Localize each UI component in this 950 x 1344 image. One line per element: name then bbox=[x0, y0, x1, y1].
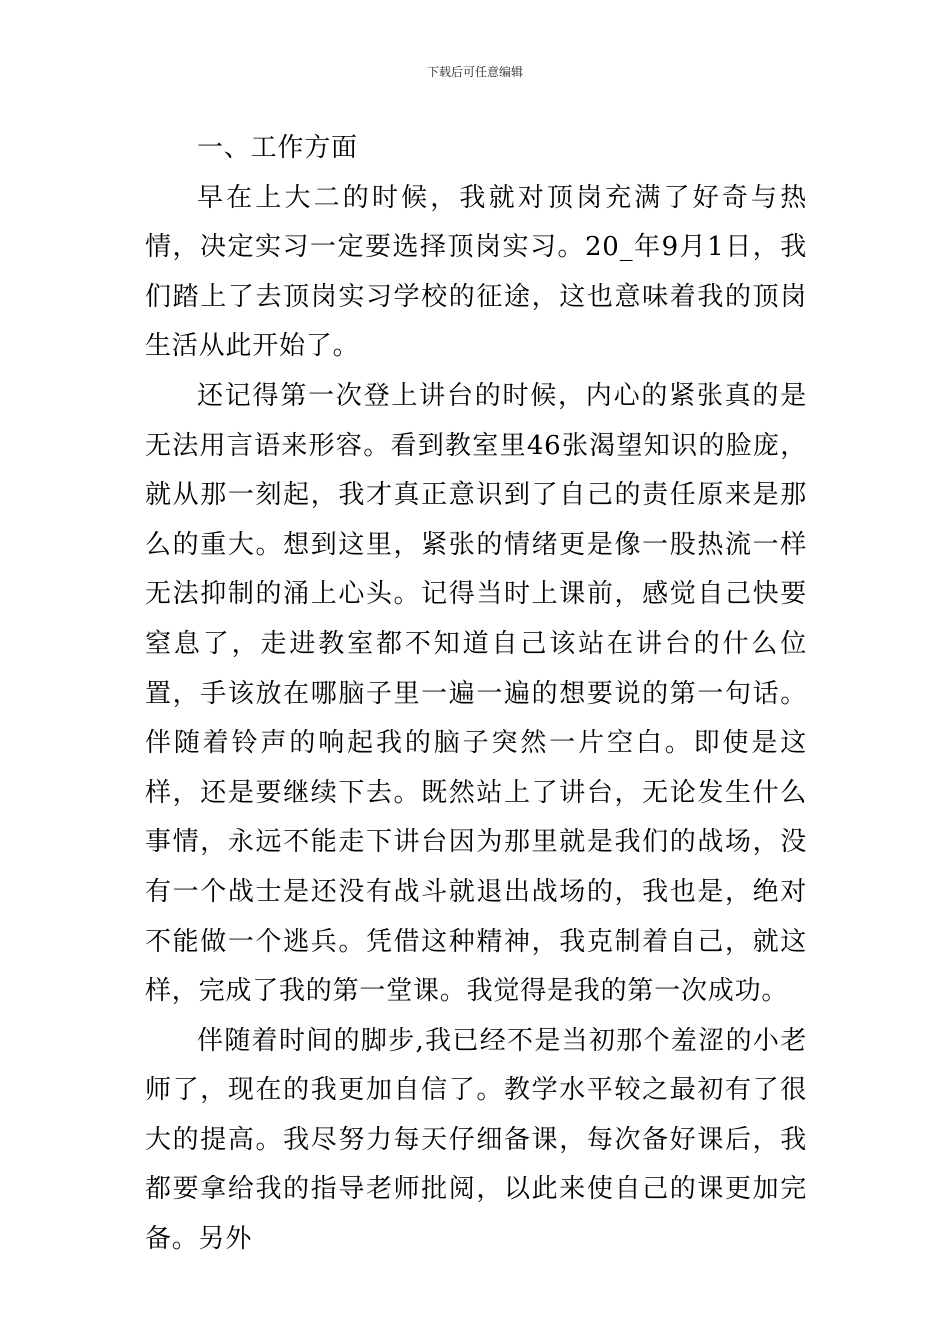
paragraph-2: 还记得第一次登上讲台的时候，内心的紧张真的是无法用言语来形容。看到教室里46张渴望知识的脸庞，就从那一刻起，我才真正意识到了自己的责任原来是那么的重大。想到这里，紧张的情绪更是像一股热流一样无法抑制的涌上心头。记得当时上课前，感觉自己快要窒息了，走进教室都不知道自己该站在讲台的什么位置，手该放在哪脑子里一遍一遍的想要说的第一句话。伴随着铃声的响起我的脑子突然一片空白。即使是这样，还是要继续下去。既然站上了讲台，无论发生什么事情，永远不能走下讲台因为那里就是我们的战场，没有一个战士是还没有战斗就退出战场的，我也是，绝对不能做一个逃兵。凭借这种精神，我克制着自己，就这样，完成了我的第一堂课。我觉得是我的第一次成功。 bbox=[145, 380, 807, 1007]
paragraph-1: 早在上大二的时候，我就对顶岗充满了好奇与热情，决定实习一定要选择顶岗实习。20_年9月1日，我们踏上了去顶岗实习学校的征途，这也意味着我的顶岗生活从此开始了。 bbox=[145, 182, 807, 362]
paragraph-3: 伴随着时间的脚步,我已经不是当初那个羞涩的小老师了，现在的我更加自信了。教学水平较之最初有了很大的提高。我尽努力每天仔细备课，每次备好课后，我都要拿给我的指导老师批阅，以此来使自己的课更加完备。另外 bbox=[145, 1025, 807, 1255]
document-body bbox=[145, 124, 807, 1265]
section-heading: 一、工作方面 bbox=[197, 133, 358, 163]
page-header: 下载后可任意编辑 bbox=[426, 65, 523, 79]
